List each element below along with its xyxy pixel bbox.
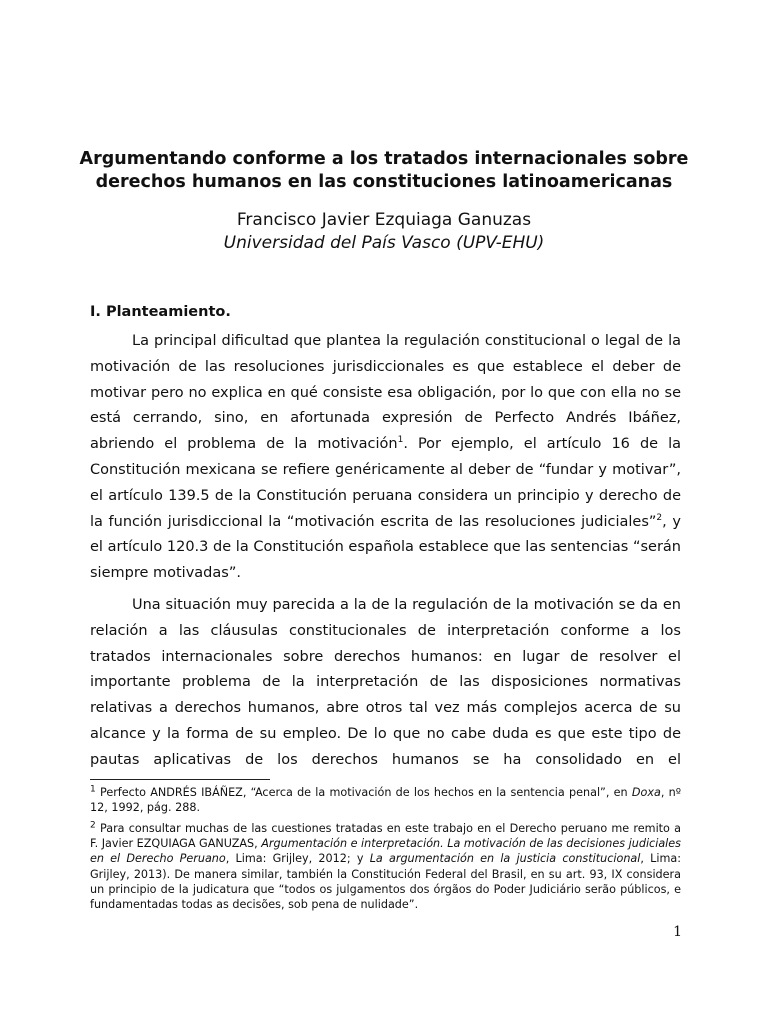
footnote-1-number: 1	[90, 784, 96, 795]
document-title	[60, 148, 708, 194]
paragraph1-part1: La principal dificultad que plantea la regulación constitucional o legal de la motivación de las resoluciones jurisdiccionales es que establece el deber de motivar pero no explica en qué consiste esa obligación, por lo que con ella no se está cerrando, sino, en afortunada expresión de Perfecto Andrés Ibáñez, abriendo el problema de la motivación	[90, 333, 681, 453]
footnote-1	[90, 785, 681, 815]
section-heading: I. Planteamiento.	[90, 304, 231, 320]
author-name: Francisco Javier Ezquiaga Ganuzas	[236, 210, 532, 230]
footnote-1-text-b: , nº 12, 1992, pág. 288.	[90, 786, 681, 815]
footnote-2-text-c: , Lima: Grijley, 2013). De manera similar, también la Constitución Federal del Brasil, en su art. 93, IX considera un principio de la judicatura que “todos os julgamentos dos órgãos do Poder Judiciário serão públicos, e fundamentadas todas as decisões, sob pena de nulidade”.	[90, 852, 681, 912]
footnote-2	[90, 821, 681, 912]
paragraph1-part3: , y el artículo 120.3 de la Constitución española establece que las sentencias “serán siempre motivadas”.	[90, 513, 681, 582]
footnote-ref-1[interactable]: 1	[397, 435, 404, 446]
title-line-2: derechos humanos en las constituciones latinoamericanas	[95, 172, 673, 192]
body-paragraph-2: Una situación muy parecida a la de la regulación de la motivación se da en relación a las cláusulas constitucionales de interpretación conforme a los tratados internacionales sobre derechos humanos: en lugar de resolver el importante problema de la interpretación de las disposiciones normativas relativas a derechos humanos, abre otros tal vez más complejos acerca de su alcance y la forma de su empleo. De lo que no cabe duda es que este tipo de pautas aplicativas de los derechos humanos se ha consolidado en el	[90, 597, 681, 768]
footnote-1-journal: Doxa	[631, 786, 661, 799]
footnote-2-number: 2	[90, 820, 96, 831]
footnote-2-italic-a: Argumentación e interpretación. La motivación de las decisiones judiciales en el Derecho Peruano	[90, 837, 681, 866]
footnote-separator	[90, 779, 270, 780]
footnote-2-text-b: , Lima: Grijley, 2012; y	[225, 852, 370, 866]
page-number: 1	[673, 924, 682, 940]
body-paragraph-1	[90, 329, 681, 587]
footnote-2-text-a: Para consultar muchas de las cuestiones tratadas en este trabajo en el Derecho peruano me remito a F. Javier EZQUIAGA GANUZAS,	[90, 822, 681, 851]
title-line-1: Argumentando conforme a los tratados internacionales sobre	[79, 149, 689, 169]
footnote-ref-2[interactable]: 2	[656, 512, 663, 523]
author-affiliation: Universidad del País Vasco (UPV-EHU)	[223, 233, 545, 253]
footnote-1-text-a: Perfecto ANDRÉS IBÁÑEZ, “Acerca de la motivación de los hechos en la sentencia penal”, en	[95, 786, 632, 799]
footnote-2-italic-b: La argumentación en la justicia constitucional	[369, 852, 641, 866]
paragraph1-part2: . Por ejemplo, el artículo 16 de la Constitución mexicana se refiere genéricamente al deber de “fundar y motivar”, el artículo 139.5 de la Constitución peruana considera un principio y derecho de la función jurisdiccional la “motivación escrita de las resoluciones judiciales”	[90, 436, 682, 530]
